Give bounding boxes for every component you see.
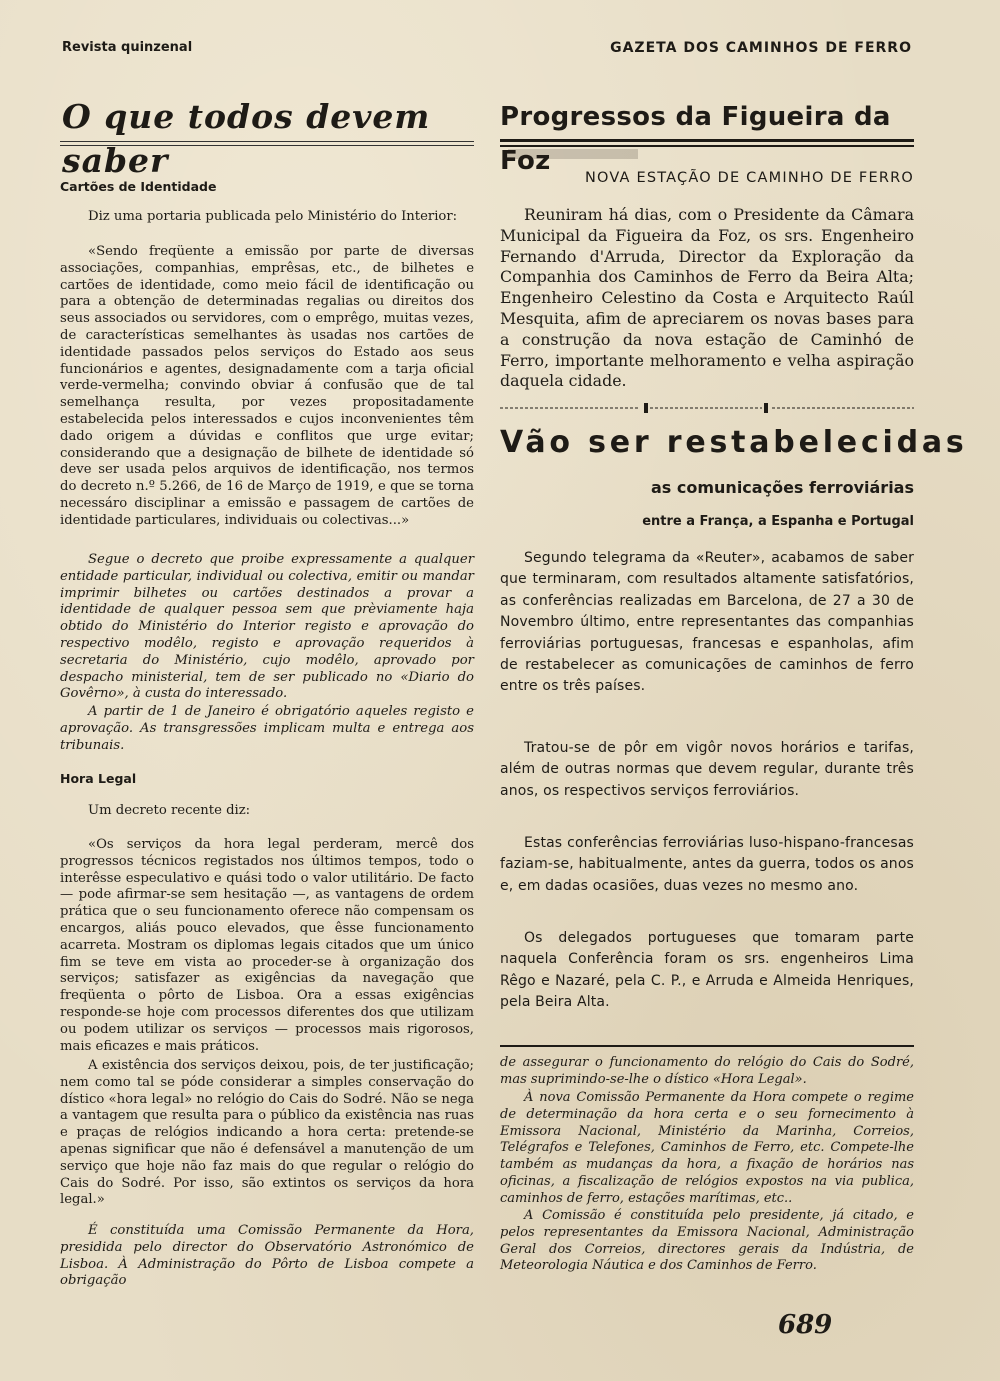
hora-continued: de assegurar o funcionamento do relógio do Cais do Sodré, mas suprimindo-se-lhe o dístico «Hora Legal». (500, 1055, 914, 1087)
section-divider (500, 401, 914, 415)
hora-intro: Um decreto recente diz: (88, 803, 251, 818)
header-left: Revista quinzenal (62, 40, 193, 55)
left-title-rule (60, 141, 474, 146)
horarios-para: Tratou-se de pôr em vigôr novos horários e tarifas, além de outras normas que devem regular, durante três anos, os respectivos serviços ferroviários. (500, 740, 914, 799)
restabelecidas-sub-2: entre a França, a Espanha e Portugal (642, 514, 914, 529)
page-number: 689 (778, 1310, 833, 1340)
cartoes-quote: «Sendo freqüente a emissão por parte de diversas associações, companhias, emprêsas, etc., de bilhetes e cartões de identidade, como meio fácil de identificação ou para a obtenção de determinadas regalias ou direitos dos seus associados ou servidores, com o emprêgo, muitas vezes, de características semelhantes às usadas nos cartões de identidade passados pelos serviços do Estado aos seus funcionários e agentes, designadamente com a tarja oficial verde-vermelha; convindo obviar á confusão que de tal semelhança resulta, por vezes propositadamente estabelecida pelos interessados e cujos inconvenientes têm dado origem a dúvidas e conflitos que urge evitar; considerando que a designação de bilhete de identidade só deve ser usada pelos arquivos de identificação, nos termos do decreto n.º 5.266, de 16 de Março de 1919, e que se torna necessáro disciplinar a emissão e passagem de cartões de identidade particulares, individuais ou colectivas...» (60, 244, 474, 528)
hora-comissao: É constituída uma Comissão Permanente da Hora, presidida pelo director do Observatório Astronómico de Lisboa. À Administração do Pôrto de Lisboa compete a obrigação (60, 1223, 474, 1289)
heading-hora-legal: Hora Legal (60, 771, 137, 786)
header-right: GAZETA DOS CAMINHOS DE FERRO (610, 40, 912, 56)
heading-cartoes: Cartões de Identidade (60, 179, 217, 194)
hora-quote-1: «Os serviços da hora legal perderam, mercê dos progressos técnicos registados nos últimos tempos, todo o interêsse especulativo e quási todo o valor utilitário. De facto — pode afirmar-se sem hesitação —, as vantagens de ordem prática que o seu funcionamento oferece não compensam os encargos, aliás pouco elevados, que êsse funcionamento acarreta. Mostram os diplomas legais citados que um único fim se teve em vista ao proceder-se à organização dos serviços; satisfazer as exigências da navegação que freqüenta o pôrto de Lisboa. Ora a essas exigências responde-se hoje com processos diferentes dos que utilizam ou podem utilizar os serviços — processos mais rigorosos, mais eficazes e mais práticos. (60, 837, 474, 1054)
cartoes-decree: Segue o decreto que proibe expressamente a qualquer entidade particular, individual ou colectiva, emitir ou mandar imprimir bilhetes ou cartões destinados a provar a identidade de qualquer pessoa sem que prèviamente haja obtido do Ministério do Interior registo e aprovação do respectivo modêlo, registo e aprovação requeridos à secretaria do Ministério, cujo modêlo, aprovado por despacho ministerial, tem de ser publicado no «Diario do Govêrno», à custa do interessado. (60, 552, 474, 702)
right-column (500, 95, 968, 1274)
figueira-subtitle: NOVA ESTAÇÃO DE CAMINHO DE FERRO (584, 170, 914, 186)
cartoes-intro: Diz uma portaria publicada pelo Ministério do Interior: (88, 209, 458, 224)
restabelecidas-sub-1: as comunicações ferroviárias (651, 478, 914, 497)
comissao-composicao: A Comissão é constituída pelo presidente, já citado, e pelos representantes da Emissora Nacional, Administração Geral dos Correios, directores gerais da Indústria, de Meteorologia Náutica e dos Caminhos de Ferro. (500, 1208, 914, 1274)
comissao-funcoes: À nova Comissão Permanente da Hora compete o regime de determinação da hora certa e o seu fornecimento à Emissora Nacional, Ministério da Marinha, Correios, Telégrafos e Telefones, Caminhos de Ferro, etc. Compete-lhe também as mudanças da hora, a fixação de horários nas oficinas, a fiscalização de relógios expostos na via publica, caminhos de ferro, estações marítimas, etc.. (500, 1090, 914, 1206)
reuter-para: Segundo telegrama da «Reuter», acabamos de saber que terminaram, com resultados altamente satisfatórios, as conferências realizadas em Barcelona, de 27 a 30 de Novembro último, entre representantes das companhias ferroviárias portuguesas, francesas e espanholas, afim de restabelecer as comunicações de caminhos de ferro entre os três países. (500, 550, 914, 695)
restabelecidas-headline: Vão ser restabelecidas (500, 425, 968, 460)
left-title: O que todos devem saber (62, 97, 431, 180)
left-column (60, 95, 474, 1289)
figueira-title: Progressos da Figueira da Foz (500, 102, 891, 176)
conferencias-para: Estas conferências ferroviárias luso-hispano-francesas faziam-se, habitualmente, antes da guerra, todos os anos e, em dadas ocasiões, duas vezes no mesmo ano. (500, 835, 914, 894)
hora-quote-2: A existência dos serviços deixou, pois, de ter justificação; nem como tal se póde considerar a simples conservação do dístico «hora legal» no relógio do Cais do Sodré. Não se nega a vantagem que resulta para o público da existência nas ruas e praças de relógios indicando a hora certa: pretende-se apenas significar que não é defensável a manutenção de um serviço que hoje não faz mais do que regular o relógio do Cais do Sodré. Por isso, são extintos os serviços da hora legal.» (60, 1058, 474, 1208)
figueira-title-rule (500, 139, 914, 159)
delegados-para: Os delegados portugueses que tomaram parte naquela Conferência foram os srs. engenheiros Lima Rêgo e Nazaré, pela C. P., e Arruda e Almeida Henriques, pela Beira Alta. (500, 930, 914, 1011)
right-bottom-rule (500, 1045, 914, 1047)
cartoes-deadline: A partir de 1 de Janeiro é obrigatório aqueles registo e aprovação. As transgressões implicam multa e entrega aos tribunais. (60, 704, 474, 753)
figueira-para: Reuniram há dias, com o Presidente da Câmara Municipal da Figueira da Foz, os srs. Engenheiro Fernando d'Arruda, Director da Exploração da Companhia dos Caminhos de Ferro da Beira Alta; Engenheiro Celestino da Costa e Arquitecto Raúl Mesquita, afim de apreciarem os novas bases para a construção da nova estação de Caminhó de Ferro, importante melhoramento e velha aspiração daquela cidade. (500, 205, 914, 391)
